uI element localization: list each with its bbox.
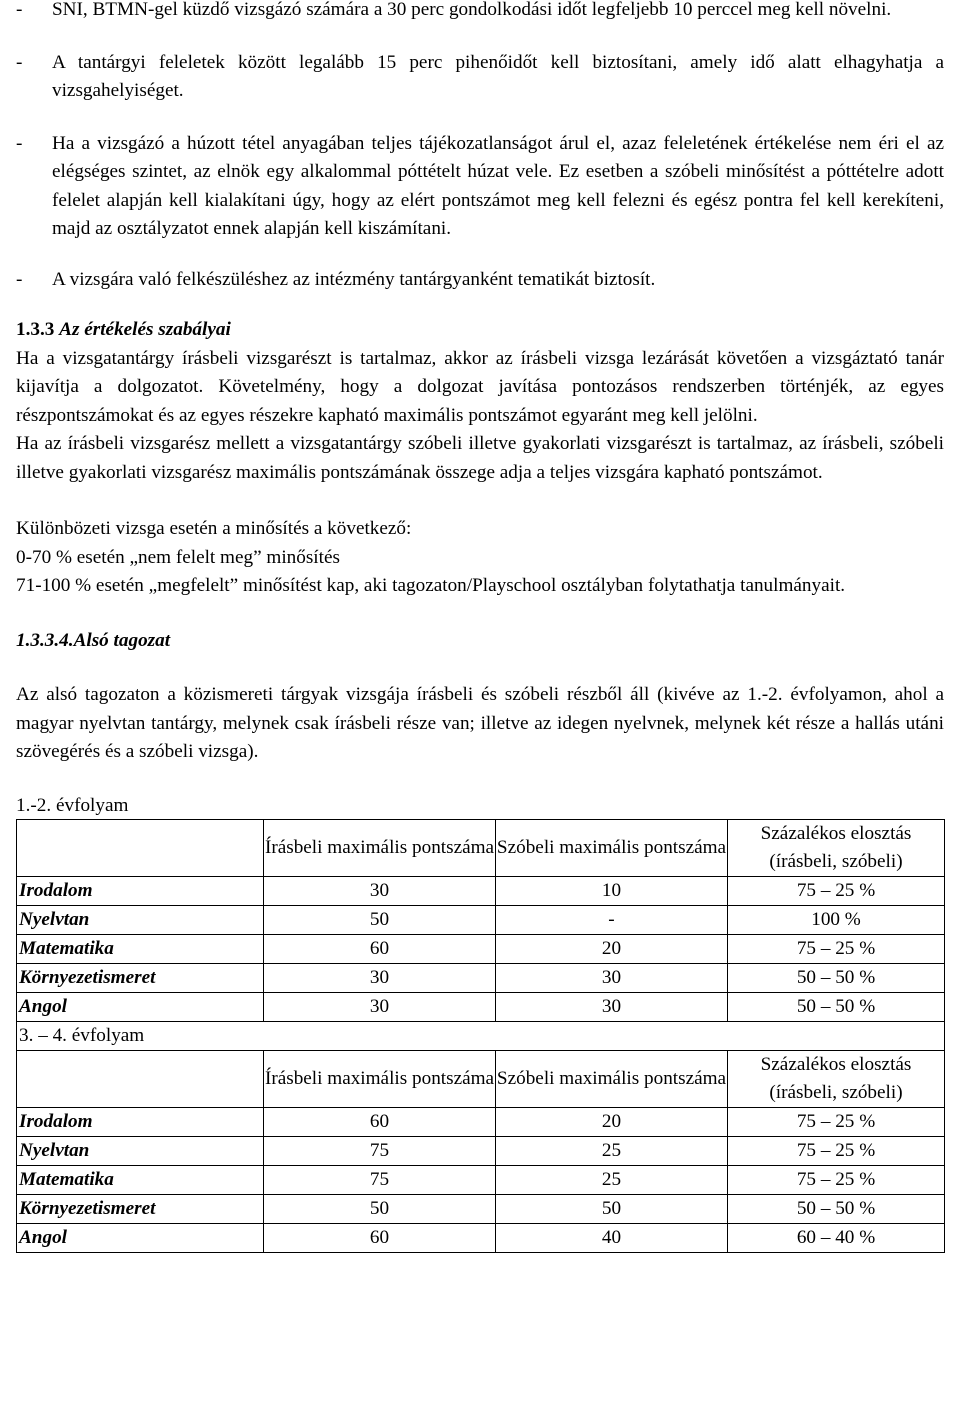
table-header-row	[17, 819, 945, 876]
table-caption: 1.-2. évfolyam	[16, 794, 129, 816]
table-row	[17, 876, 945, 905]
table-row	[17, 1194, 945, 1223]
table-cell: 50 – 50 %	[728, 1194, 945, 1223]
table-cell: 75 – 25 %	[728, 934, 945, 963]
table-section-row	[17, 1021, 945, 1050]
paragraph: Az alsó tagozaton a közismereti tárgyak vizsgája írásbeli és szóbeli részből áll (kivéve az 1.-2. évfolyamon, ahol a magyar nyelvtan tantárgy, melynek csak írásbeli része van; illetve az idegen nyelvnek, melynek két része a hallás utáni szövegérés és a szóbeli vizsga).	[16, 684, 944, 762]
table-cell: 60 – 40 %	[728, 1223, 945, 1252]
table-cell: 75 – 25 %	[728, 1107, 945, 1136]
table-row	[17, 1223, 945, 1252]
header-cell: Százalékos elosztás (írásbeli, szóbeli)	[728, 1050, 945, 1107]
subject-cell: Nyelvtan	[17, 905, 264, 934]
section-heading	[16, 316, 944, 345]
table-cell: 60	[264, 1223, 496, 1252]
bullet-item	[16, 49, 944, 106]
subject-cell: Matematika	[17, 1165, 264, 1194]
header-cell	[17, 1050, 264, 1107]
section-number: 1.3.3	[16, 319, 55, 340]
table-cell: 10	[496, 876, 728, 905]
header-cell: Írásbeli maximális pontszáma	[264, 1050, 496, 1107]
table-cell: 30	[264, 876, 496, 905]
subject-cell: Nyelvtan	[17, 1136, 264, 1165]
table-cell: 75	[264, 1136, 496, 1165]
subject-cell: Irodalom	[17, 876, 264, 905]
paragraph: Ha a vizsgatantárgy írásbeli vizsgarészt is tartalmaz, akkor az írásbeli vizsga lezárását követően a vizsgáztató tanár kijavítja a dolgozatot. Követelmény, hogy a dolgozat javítása pontozásos rendszerben történjék, az egyes részpontszámokat és az egyes részekre kapható maximális pontszámot egyaránt meg kell jelölni.	[16, 347, 944, 426]
grading-line: 0-70 % esetén „nem felelt meg” minősítés	[16, 546, 340, 568]
table-cell: 25	[496, 1165, 728, 1194]
bullet-item	[16, 130, 944, 244]
document-page	[16, 0, 944, 1253]
bullet-text: SNI, BTMN-gel küzdő vizsgázó számára a 30 perc gondolkodási időt legfeljebb 10 perccel meg kell növelni.	[52, 0, 892, 20]
section-title: 1.3.3.4.Alsó tagozat	[16, 629, 171, 651]
table-cell: 50 – 50 %	[728, 992, 945, 1021]
table-header-row	[17, 1050, 945, 1107]
subject-cell: Matematika	[17, 934, 264, 963]
header-cell: Szóbeli maximális pontszáma	[496, 1050, 728, 1107]
table-cell: 30	[496, 992, 728, 1021]
subject-cell: Környezetismeret	[17, 963, 264, 992]
table-cell: 50 – 50 %	[728, 963, 945, 992]
table-cell: 20	[496, 1107, 728, 1136]
table-cell: 50	[264, 905, 496, 934]
table-cell: 50	[496, 1194, 728, 1223]
subject-cell: Angol	[17, 1223, 264, 1252]
bullet-dash: -	[16, 0, 23, 20]
table-row	[17, 1136, 945, 1165]
table-row	[17, 992, 945, 1021]
table-cell: 30	[264, 992, 496, 1021]
table-row	[17, 905, 945, 934]
grading-line: 71-100 % esetén „megfelelt” minősítést kap, aki tagozaton/Playschool osztályban folytathatja tanulmányait.	[16, 575, 846, 596]
table-cell: 75 – 25 %	[728, 1165, 945, 1194]
section-title: Az értékelés szabályai	[59, 319, 231, 340]
table-cell: 30	[496, 963, 728, 992]
points-table	[16, 819, 945, 1253]
table-cell: 75 – 25 %	[728, 876, 945, 905]
header-cell: Százalékos elosztás (írásbeli, szóbeli)	[728, 819, 945, 876]
header-cell	[17, 819, 264, 876]
table-row	[17, 1165, 945, 1194]
grading-intro: Különbözeti vizsga esetén a minősítés a következő:	[16, 518, 412, 539]
subject-cell: Környezetismeret	[17, 1194, 264, 1223]
table-row	[17, 1107, 945, 1136]
header-cell: Írásbeli maximális pontszáma	[264, 819, 496, 876]
bullet-item	[16, 0, 944, 25]
bullet-dash: -	[16, 132, 23, 154]
table-cell: 40	[496, 1223, 728, 1252]
bullet-dash: -	[16, 51, 23, 73]
table-cell: 20	[496, 934, 728, 963]
table-cell: 60	[264, 1107, 496, 1136]
header-cell: Szóbeli maximális pontszáma	[496, 819, 728, 876]
table-row	[17, 963, 945, 992]
section-label-cell: 3. – 4. évfolyam	[17, 1021, 945, 1050]
paragraph: Ha az írásbeli vizsgarész mellett a vizsgatantárgy szóbeli illetve gyakorlati vizsgarészt is tartalmaz, az írásbeli, szóbeli illetve gyakorlati vizsgarész maximális pontszámának összege adja a teljes vizsgára kapható pontszámot.	[16, 433, 944, 483]
table-cell: 25	[496, 1136, 728, 1165]
table-cell: 30	[264, 963, 496, 992]
table-cell: 75 – 25 %	[728, 1136, 945, 1165]
subject-cell: Angol	[17, 992, 264, 1021]
table-cell: 50	[264, 1194, 496, 1223]
bullet-text: Ha a vizsgázó a húzott tétel anyagában teljes tájékozatlanságot árul el, azaz feleletének értékelése nem éri el az elégséges szintet, az elnök egy alkalommal póttételt húzat vele. Ez esetben a szóbeli minősítést a póttételre adott felelet alapján kell kialakítani úgy, hogy az elért pontszámot meg kell felezni és egész pontra fel kell kerekíteni, majd az osztályzatot ennek alapján kell kiszámítani.	[52, 132, 944, 239]
bullet-text: A tantárgyi feleletek között legalább 15 perc pihenőidőt kell biztosítani, amely idő alatt elhagyhatja a vizsgahelyiséget.	[52, 51, 944, 101]
table-cell: 100 %	[728, 905, 945, 934]
subject-cell: Irodalom	[17, 1107, 264, 1136]
bullet-text: A vizsgára való felkészüléshez az intézmény tantárgyanként tematikát biztosít.	[52, 268, 656, 290]
bullet-item	[16, 266, 944, 295]
table-cell: -	[496, 905, 728, 934]
table-row	[17, 934, 945, 963]
table-cell: 75	[264, 1165, 496, 1194]
table-cell: 60	[264, 934, 496, 963]
bullet-dash: -	[16, 268, 23, 290]
